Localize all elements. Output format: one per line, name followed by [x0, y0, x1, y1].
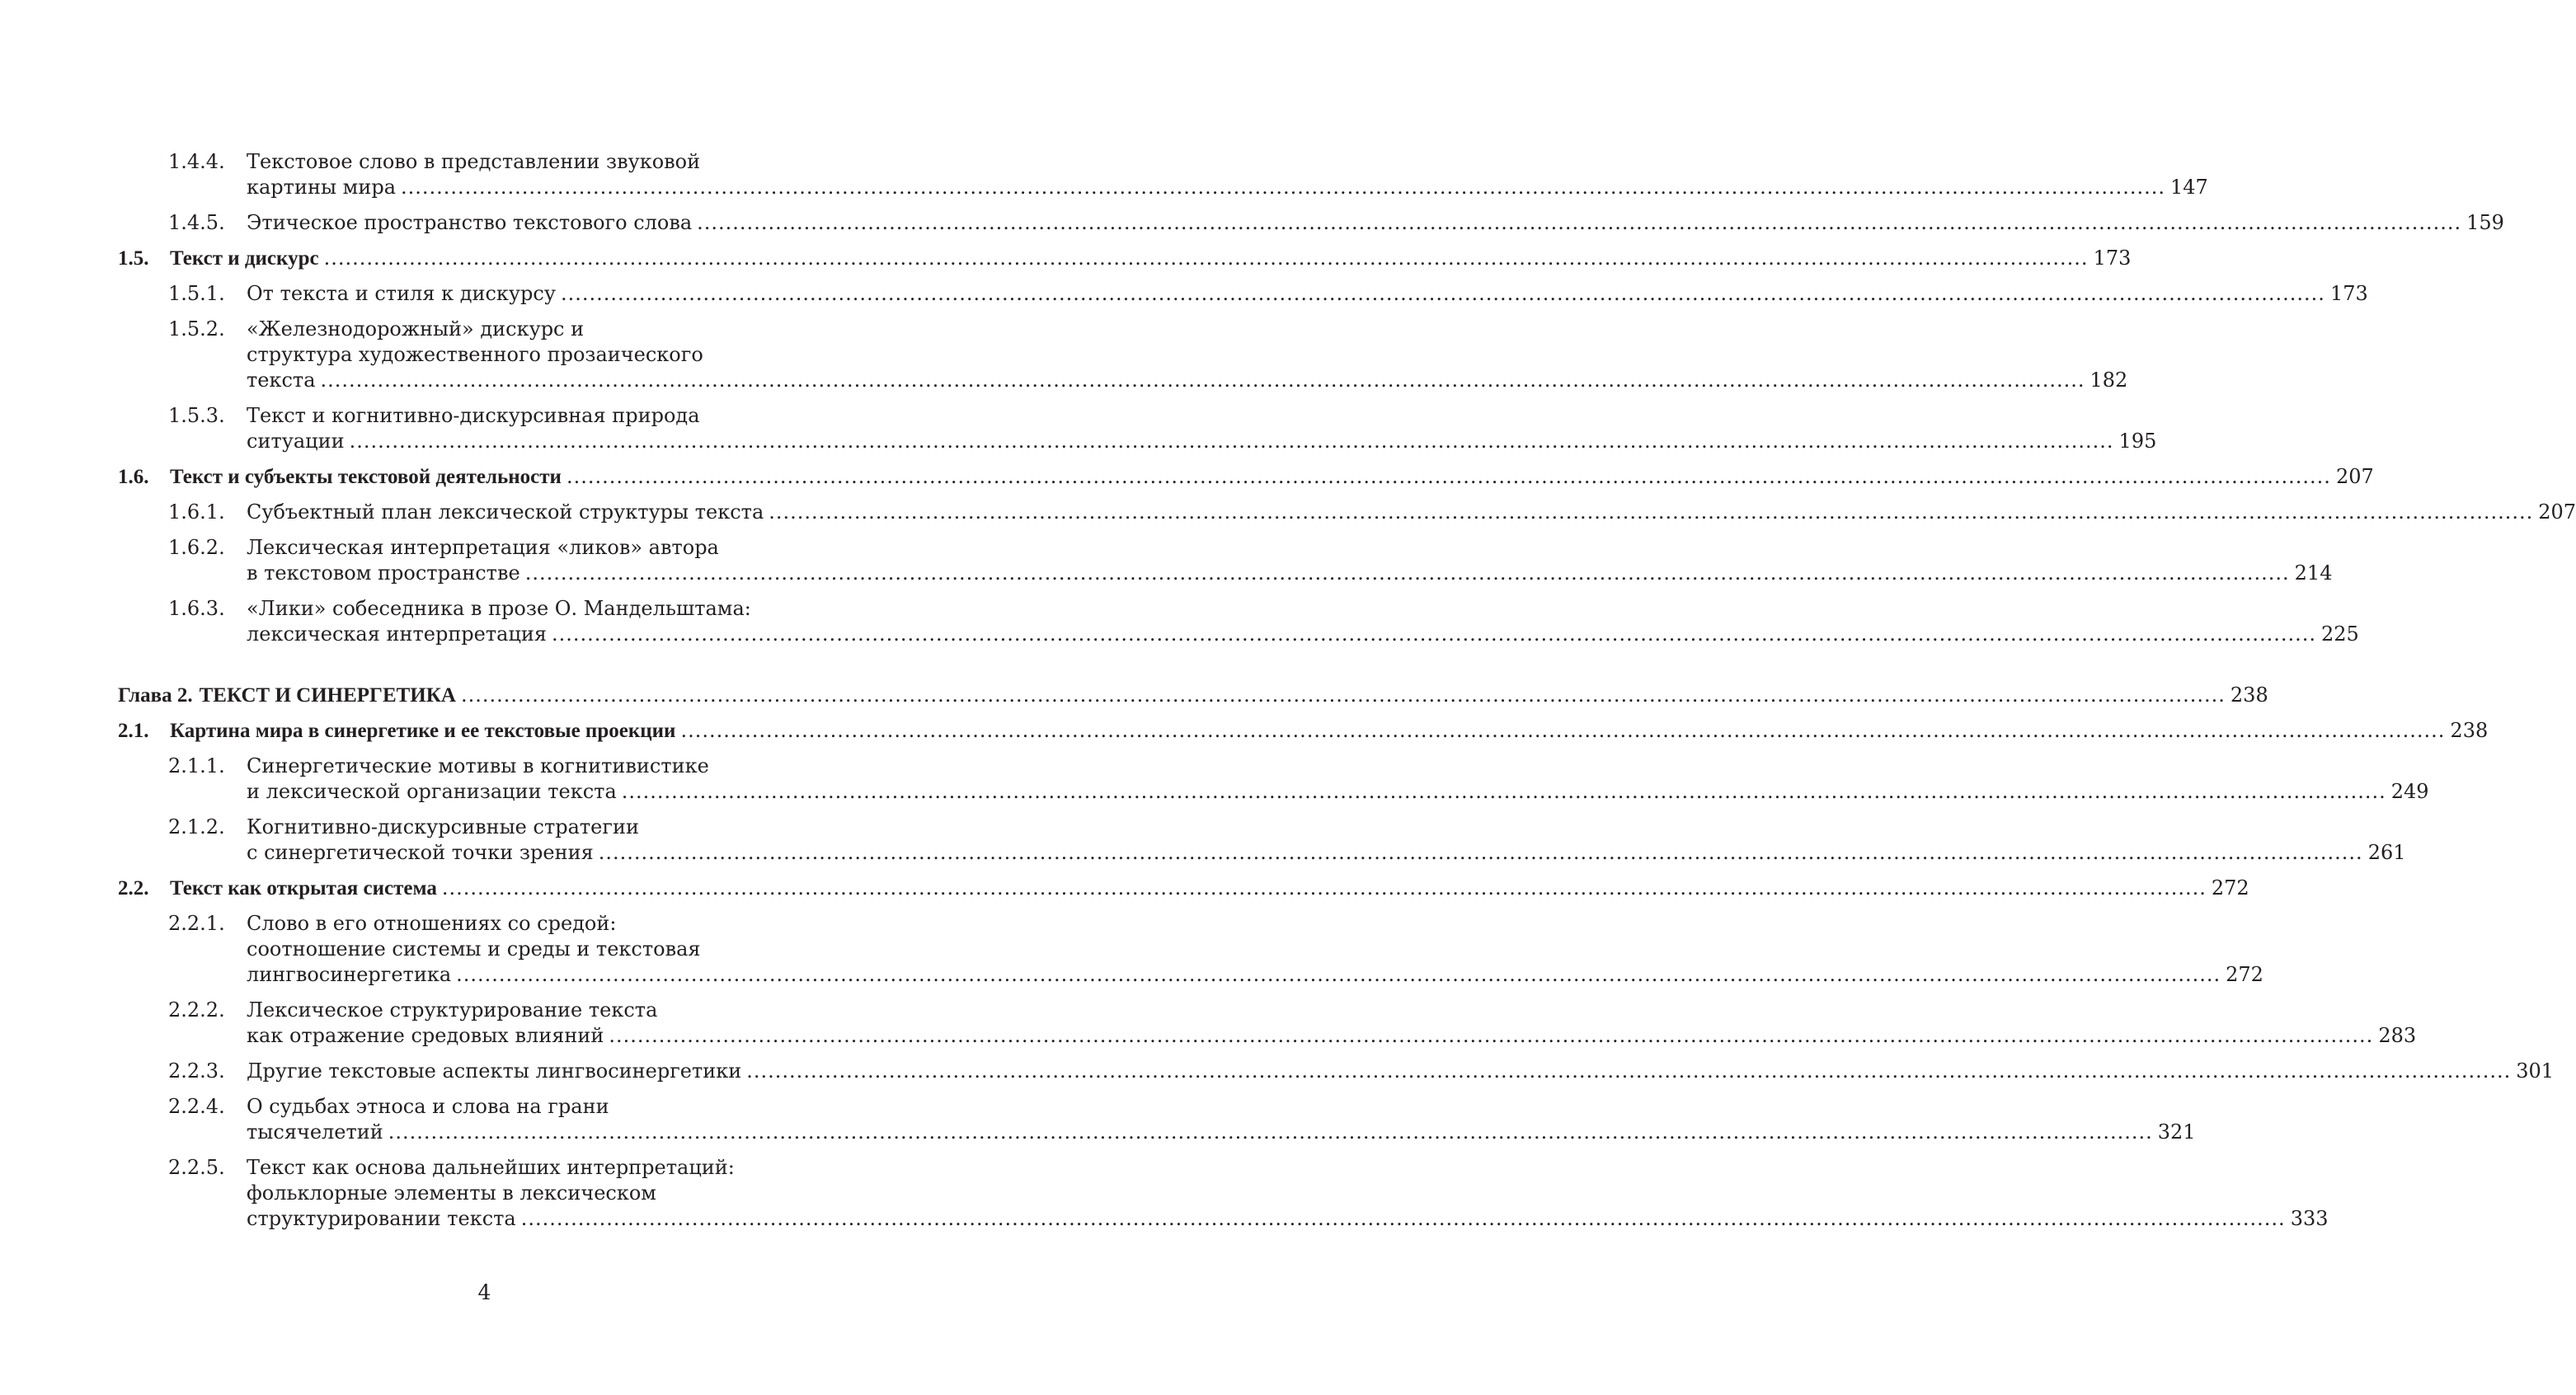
toc-title-text: структура художественного прозаического	[247, 343, 703, 366]
toc-entry-number: 1.6.2.	[168, 536, 225, 559]
toc-title-text: «Железнодорожный» дискурс и	[247, 317, 585, 341]
toc-page-number: 249	[2390, 780, 2429, 803]
toc-entry-number: 1.5.	[118, 247, 149, 270]
toc-title-text: «Лики» собеседника в прозе О. Мандельштама:	[247, 597, 751, 620]
toc-title-line	[247, 175, 2208, 200]
toc-entry-title	[247, 815, 2406, 866]
toc-title-text: Текст как открытая система	[170, 877, 437, 899]
toc-title-text: Лексическая интерпретация «ликов» автора	[247, 536, 719, 559]
toc-title-text: Лексическое структурирование текста	[247, 998, 658, 1022]
toc-subsection-entry	[118, 596, 2359, 647]
toc-entry-number: 1.5.3.	[168, 404, 225, 427]
toc-subsection-entry	[118, 1155, 2329, 1232]
toc-entry-title	[170, 246, 2131, 271]
toc-entry-number: 2.2.4.	[168, 1095, 225, 1118]
toc-title-text: структурировании текста	[247, 1207, 516, 1230]
indent	[118, 596, 168, 647]
toc-title-line	[247, 1206, 2329, 1232]
toc-leader-dots	[680, 718, 2445, 744]
toc-entry-title	[247, 911, 2263, 988]
toc-title-text: Текст и субъекты текстовой деятельности	[170, 466, 562, 488]
toc-title-line	[247, 815, 2406, 840]
toc-entry-title	[247, 1155, 2329, 1232]
toc-leader-dots	[442, 876, 2207, 901]
toc-entry-title	[170, 876, 2249, 901]
toc-entry-title	[247, 317, 2127, 393]
toc-leader-dots	[566, 464, 2331, 490]
toc-subsection-entry	[118, 317, 2128, 393]
toc-entry-number: 1.6.1.	[168, 500, 225, 524]
toc-title-text: Текст и дискурс	[170, 247, 319, 270]
toc-entry-number: 2.1.2.	[168, 815, 225, 838]
indent	[118, 1059, 168, 1084]
toc-entry-title	[247, 281, 2368, 307]
toc-title-line	[247, 317, 2127, 342]
toc-title-line	[200, 683, 2268, 708]
toc-title-line	[247, 754, 2429, 779]
toc-page-number: 207	[2538, 500, 2576, 524]
toc-title-line	[170, 876, 2249, 901]
toc-leader-dots	[525, 561, 2290, 586]
toc-title-line	[247, 998, 2416, 1023]
toc-title-line	[247, 149, 2208, 175]
toc-title-text: Этическое пространство текстового слова	[247, 211, 693, 234]
toc-section-entry	[118, 718, 2489, 744]
toc-leader-dots	[401, 175, 2165, 200]
toc-entry-title	[247, 500, 2576, 525]
toc-entry-number: 2.1.	[118, 720, 149, 742]
toc-page-number: 321	[2157, 1120, 2196, 1144]
toc-title-line	[247, 622, 2359, 647]
toc-page-number: 272	[2211, 876, 2249, 899]
toc-title-line	[247, 210, 2504, 236]
indent	[118, 210, 168, 236]
toc-subsection-entry	[118, 149, 2208, 200]
toc-leader-dots	[599, 840, 2363, 866]
indent	[118, 754, 168, 805]
toc-entry-number: 2.2.	[118, 877, 149, 899]
toc-title-text: Текст и когнитивно-дискурсивная природа	[247, 404, 700, 427]
toc-leader-dots	[622, 779, 2386, 805]
toc-title-line	[247, 840, 2406, 866]
toc-entry-number: 1.6.	[118, 466, 149, 488]
indent	[118, 281, 168, 307]
toc-subsection-entry	[118, 998, 2417, 1049]
toc-subsection-entry	[118, 500, 2576, 525]
toc-leader-dots	[456, 962, 2221, 988]
indent	[118, 911, 168, 988]
toc-page-number: 182	[2089, 369, 2128, 392]
toc-page-number: 225	[2321, 622, 2359, 646]
toc-title-text: Картина мира в синергетике и ее текстовые проекции	[170, 720, 676, 742]
toc-entry-number: 1.4.5.	[168, 211, 225, 234]
toc-title-text: О судьбах этноса и слова на грани	[247, 1095, 609, 1118]
toc-entry-title	[247, 535, 2332, 586]
toc-page-number: 238	[2230, 683, 2268, 707]
toc-entry-title	[247, 998, 2416, 1049]
table-of-contents	[118, 149, 2576, 1232]
indent	[118, 500, 168, 525]
toc-title-text: в текстовом пространстве	[247, 561, 520, 585]
toc-subsection-entry	[118, 815, 2406, 866]
toc-page-number: 272	[2226, 963, 2263, 986]
toc-page-number: 214	[2294, 561, 2333, 585]
toc-title-line	[247, 281, 2368, 307]
toc-page-number: 301	[2516, 1059, 2555, 1083]
toc-entry-number: 2.2.1.	[168, 912, 225, 935]
toc-title-line	[247, 561, 2332, 586]
toc-title-text: Слово в его отношениях со средой:	[247, 912, 617, 935]
toc-chapter-entry	[118, 683, 2268, 708]
toc-title-line	[170, 718, 2488, 744]
toc-title-line	[170, 246, 2131, 271]
toc-entry-title	[170, 718, 2488, 744]
toc-title-text: текста	[247, 369, 316, 392]
toc-subsection-entry	[118, 911, 2263, 988]
toc-entry-number: 1.5.2.	[168, 317, 225, 341]
toc-page-number: 333	[2290, 1207, 2329, 1230]
toc-entry-title	[247, 596, 2359, 647]
toc-title-line	[247, 1059, 2554, 1084]
toc-section-entry	[118, 464, 2374, 490]
toc-title-line	[247, 937, 2263, 962]
toc-title-text: тысячелетий	[247, 1120, 383, 1144]
toc-title-text: Синергетические мотивы в когнитивистике	[247, 754, 709, 777]
toc-title-line	[247, 535, 2332, 561]
toc-leader-dots	[561, 281, 2325, 307]
toc-entry-title	[247, 754, 2429, 805]
toc-leader-dots	[609, 1023, 2373, 1049]
toc-title-text: лингвосинергетика	[247, 963, 452, 986]
toc-entry-number: 1.4.4.	[168, 150, 225, 173]
toc-title-text: Другие текстовые аспекты лингвосинергетики	[247, 1059, 742, 1083]
toc-title-text: Субъектный план лексической структуры текста	[247, 500, 764, 524]
toc-section-entry	[118, 246, 2132, 271]
toc-title-text: ситуации	[247, 430, 345, 453]
toc-title-line	[247, 962, 2263, 988]
toc-leader-dots	[552, 622, 2316, 647]
toc-title-text: Текст как основа дальнейших интерпретаций:	[247, 1156, 735, 1179]
indent	[118, 317, 168, 393]
toc-title-line	[247, 596, 2359, 622]
indent	[118, 815, 168, 866]
indent	[118, 998, 168, 1049]
toc-title-text: ТЕКСТ И СИНЕРГЕТИКА	[199, 684, 456, 707]
toc-subsection-entry	[118, 281, 2368, 307]
toc-subsection-entry	[118, 210, 2504, 236]
toc-entry-number: 2.2.3.	[168, 1059, 225, 1083]
toc-page-number: 238	[2450, 719, 2489, 742]
toc-entry-number: 1.6.3.	[168, 597, 225, 620]
toc-leader-dots	[521, 1206, 2286, 1232]
toc-page-number: 173	[2329, 282, 2368, 305]
toc-subsection-entry	[118, 403, 2157, 454]
toc-title-text: как отражение средовых влияний	[247, 1024, 604, 1047]
toc-title-line	[247, 500, 2576, 525]
toc-page-number: 147	[2169, 176, 2208, 199]
toc-title-line	[247, 403, 2156, 429]
indent	[118, 403, 168, 454]
toc-title-line	[247, 911, 2263, 937]
toc-entry-title	[247, 210, 2504, 236]
toc-page-number: 261	[2367, 841, 2406, 864]
toc-leader-dots	[350, 429, 2114, 454]
toc-title-text: с синергетической точки зрения	[247, 841, 594, 864]
toc-entry-title	[247, 403, 2156, 454]
toc-title-line	[170, 464, 2374, 490]
toc-subsection-entry	[118, 1059, 2555, 1084]
toc-title-line	[247, 1120, 2196, 1145]
toc-entry-number: 2.2.5.	[168, 1156, 225, 1179]
toc-page-number: 283	[2378, 1024, 2417, 1047]
toc-entry-title	[247, 149, 2208, 200]
toc-entry-title	[200, 683, 2268, 708]
toc-leader-dots	[321, 368, 2085, 393]
indent	[118, 1094, 168, 1145]
toc-title-line	[247, 368, 2127, 393]
toc-title-line	[247, 1023, 2416, 1049]
toc-title-line	[247, 779, 2429, 805]
toc-title-text: картины мира	[247, 176, 397, 199]
toc-title-line	[247, 1094, 2196, 1120]
toc-page-number: 207	[2335, 465, 2374, 488]
toc-leader-dots	[769, 500, 2533, 525]
toc-leader-dots	[461, 683, 2226, 708]
toc-title-line	[247, 1155, 2329, 1181]
toc-subsection-entry	[118, 1094, 2196, 1145]
toc-page-number: 159	[2466, 211, 2504, 234]
toc-page-number: 173	[2093, 247, 2132, 270]
toc-entry-number: 2.1.1.	[168, 754, 225, 777]
indent	[118, 149, 168, 200]
toc-title-line	[247, 429, 2156, 454]
toc-title-line	[247, 342, 2127, 368]
toc-leader-dots	[746, 1059, 2511, 1084]
toc-leader-dots	[697, 210, 2461, 236]
toc-entry-number: Глава 2.	[118, 684, 193, 707]
toc-entry-title	[170, 464, 2374, 490]
toc-title-line	[247, 1181, 2329, 1206]
indent	[118, 535, 168, 586]
page-number: 4	[477, 1280, 491, 1304]
toc-entry-number: 1.5.1.	[168, 282, 225, 305]
toc-leader-dots	[324, 246, 2089, 271]
toc-title-text: фольклорные элементы в лексическом	[247, 1181, 656, 1205]
toc-title-text: и лексической организации текста	[247, 780, 617, 803]
toc-section-entry	[118, 876, 2249, 901]
toc-title-text: лексическая интерпретация	[247, 622, 548, 646]
indent	[118, 1155, 168, 1232]
toc-subsection-entry	[118, 535, 2333, 586]
toc-subsection-entry	[118, 754, 2429, 805]
toc-title-text: Текстовое слово в представлении звуковой	[247, 150, 701, 173]
toc-entry-title	[247, 1059, 2554, 1084]
toc-title-text: Когнитивно-дискурсивные стратегии	[247, 815, 639, 838]
toc-title-text: соотношение системы и среды и текстовая	[247, 937, 701, 961]
toc-entry-title	[247, 1094, 2196, 1145]
toc-leader-dots	[388, 1120, 2153, 1145]
toc-title-text: От текста и стиля к дискурсу	[247, 282, 556, 305]
toc-page-number: 195	[2118, 430, 2157, 453]
toc-entry-number: 2.2.2.	[168, 998, 225, 1022]
